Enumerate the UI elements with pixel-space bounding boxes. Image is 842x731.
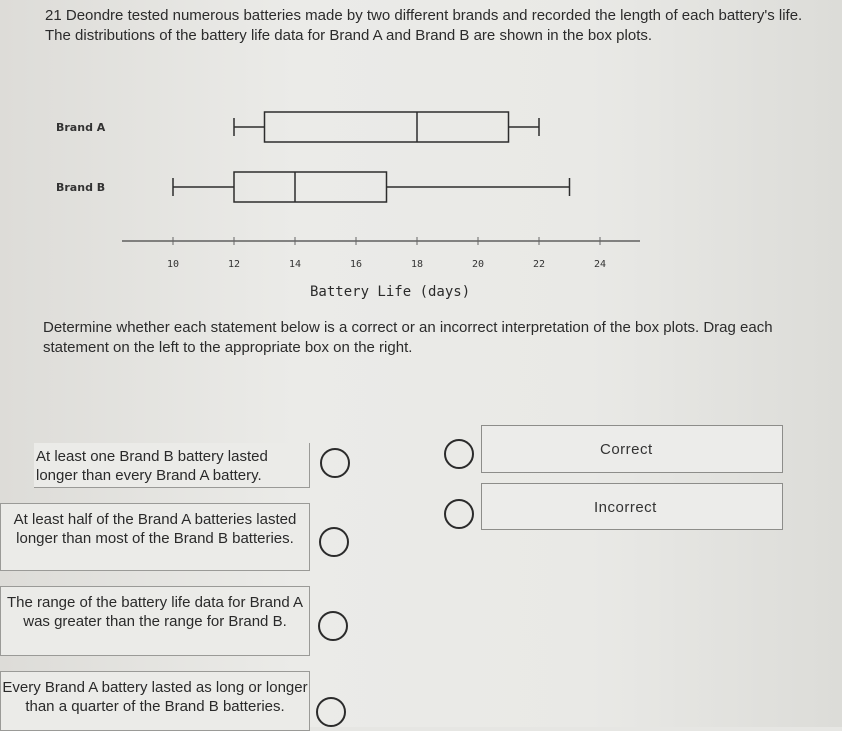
x-tick-label-18: 18 [410,259,424,270]
x-tick-label-20: 20 [471,259,485,270]
drop-handle-incorrect[interactable] [444,499,474,529]
x-tick-label-16: 16 [349,259,363,270]
box-plot-chart [0,95,700,275]
brand-a-label: Brand A [56,121,106,134]
statement-card-2[interactable] [0,503,310,571]
instructions-text: Determine whether each statement below is a correct or an incorrect interpretation of the box plots. Drag each statement on the left to the appropriate box on the right. [43,319,773,356]
x-tick-label-14: 14 [288,259,302,270]
statement-text-3: The range of the battery life data for Brand A was greater than the range for Brand B. [6,594,303,630]
statement-text-2: At least half of the Brand A batteries lasted longer than most of the Brand B batteries. [13,511,297,547]
x-tick-label-10: 10 [166,259,180,270]
drop-zone-correct-label: Correct [600,441,653,458]
question-body: Deondre tested numerous batteries made by two different brands and recorded the length of each battery's life. The distributions of the battery life data for Brand A and Brand B are shown in the box plots. [45,7,803,44]
drop-zone-incorrect-label: Incorrect [594,499,657,516]
x-tick-label-22: 22 [532,259,546,270]
brand-b-box [234,172,387,202]
statement-text-4: Every Brand A battery lasted as long or longer than a quarter of the Brand B batteries. [2,679,308,715]
brand-a-box [265,112,509,142]
drag-handle-3[interactable] [318,611,348,641]
statement-card-4[interactable] [0,671,310,731]
statement-card-1[interactable] [34,443,310,488]
statement-card-3[interactable] [0,586,310,656]
question-text [45,6,825,46]
x-axis-title: Battery Life (days) [310,284,471,300]
drag-handle-4[interactable] [316,697,346,727]
drag-handle-2[interactable] [319,527,349,557]
x-tick-label-24: 24 [593,259,607,270]
question-number: 21 [45,7,62,24]
drop-handle-correct[interactable] [444,439,474,469]
brand-a-boxplot [56,112,539,142]
brand-b-label: Brand B [56,181,106,194]
drag-handle-1[interactable] [320,448,350,478]
brand-b-boxplot [56,172,570,202]
x-tick-label-12: 12 [227,259,241,270]
drop-zone-incorrect[interactable] [481,483,783,530]
statement-text-1: At least one Brand B battery lasted longer than every Brand A battery. [36,448,268,484]
drop-zone-correct[interactable] [481,425,783,473]
